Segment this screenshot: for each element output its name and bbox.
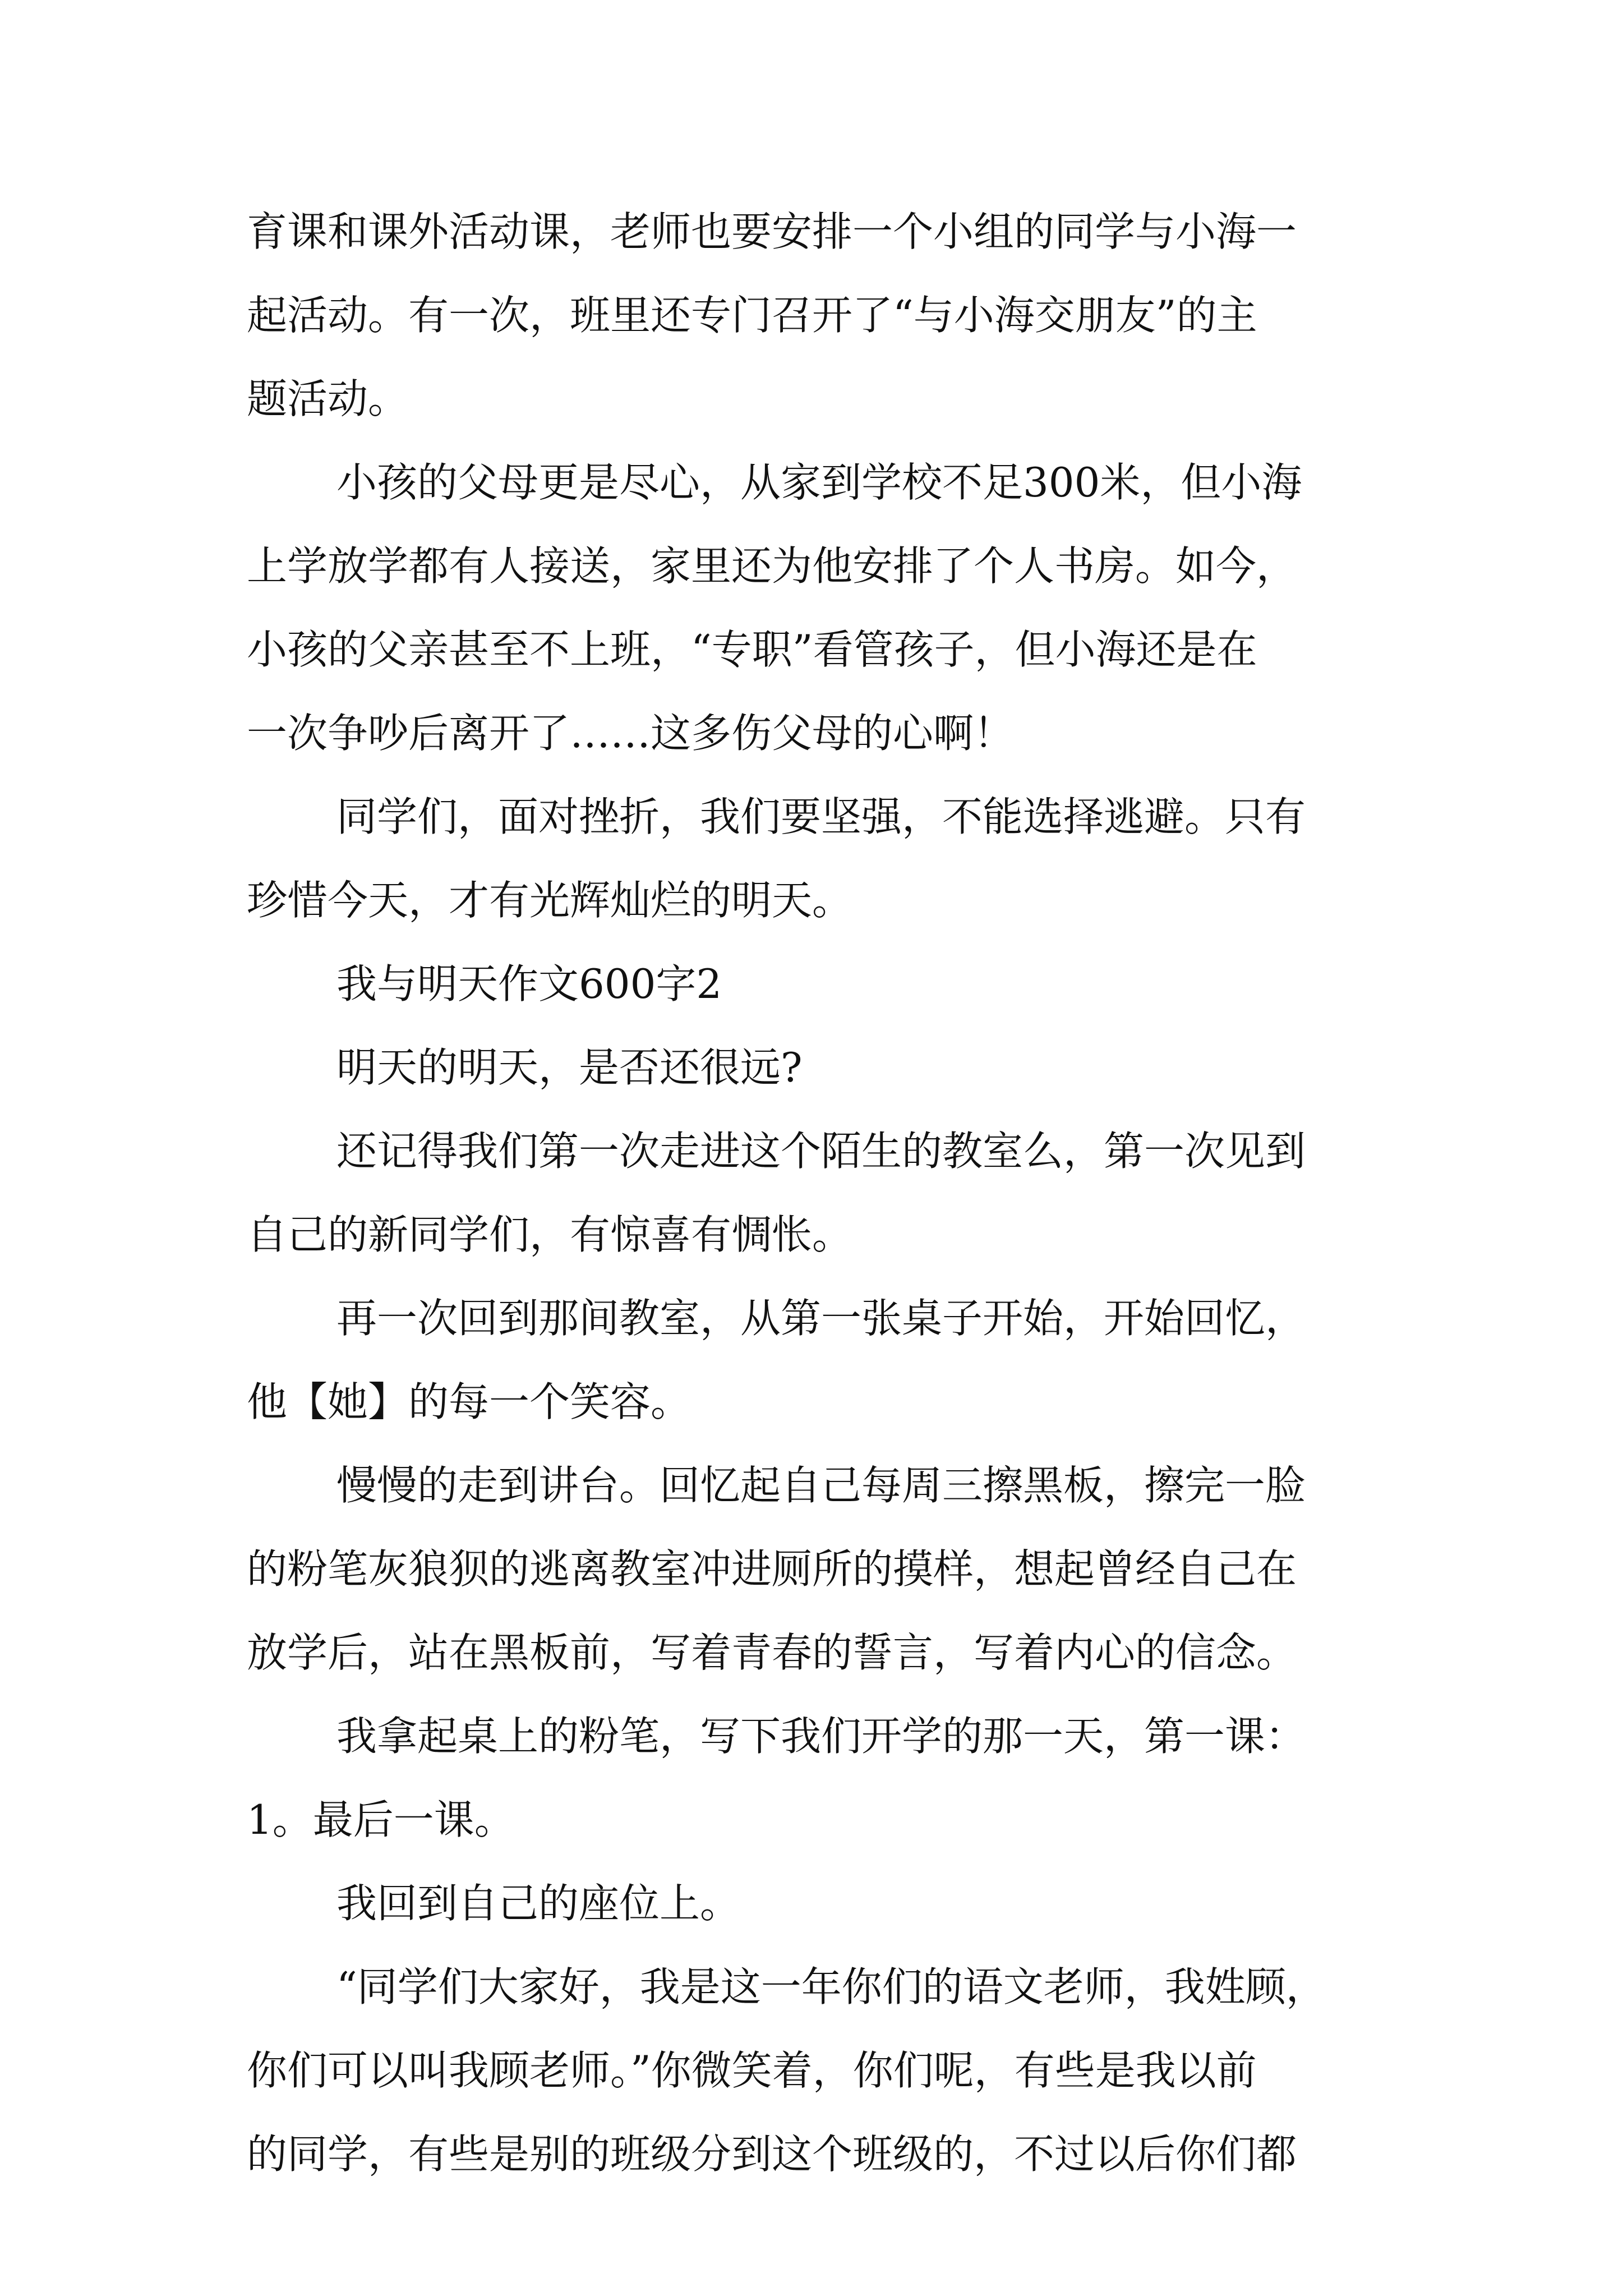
text-line: 我与明天作文600字2: [336, 960, 722, 1007]
text-line: 我回到自己的座位上。: [336, 1880, 741, 1927]
text-line: 的粉笔灰狼狈的逃离教室冲进厕所的摸样，想起曾经自己在: [247, 1545, 1297, 1593]
text-line: 一次争吵后离开了……这多伤父母的心啊！: [247, 710, 1015, 757]
text-line: “同学们大家好，我是这一年你们的语文老师，我姓顾，: [336, 1963, 1326, 2010]
text-line: 你们可以叫我顾老师。”你微笑着，你们呢，有些是我以前: [247, 2047, 1257, 2094]
text-line: 育课和课外活动课，老师也要安排一个小组的同学与小海一: [247, 208, 1297, 255]
text-line: 还记得我们第一次走进这个陌生的教室么，第一次见到: [336, 1128, 1306, 1175]
text-line: 的同学，有些是别的班级分到这个班级的，不过以后你们都: [247, 2131, 1297, 2178]
text-line: 他【她】的每一个笑容。: [247, 1378, 691, 1425]
text-line: 自己的新同学们，有惊喜有惆怅。: [247, 1211, 853, 1258]
text-line: 1。最后一课。: [247, 1796, 515, 1843]
text-line: 放学后，站在黑板前，写着青春的誓言，写着内心的信念。: [247, 1629, 1297, 1676]
text-line: 珍惜今天，才有光辉灿烂的明天。: [247, 877, 853, 924]
text-line: 再一次回到那间教室，从第一张桌子开始，开始回忆，: [336, 1295, 1306, 1342]
text-line: 小孩的父母更是尽心，从家到学校不足300米，但小海: [336, 459, 1302, 506]
text-line: 起活动。有一次，班里还专门召开了“与小海交朋友”的主: [247, 292, 1257, 339]
text-line: 上学放学都有人接送，家里还为他安排了个人书房。如今，: [247, 542, 1297, 590]
text-line: 慢慢的走到讲台。回忆起自己每周三擦黑板，擦完一脸: [336, 1462, 1306, 1509]
text-line: 题活动。: [247, 375, 409, 422]
text-line: 同学们，面对挫折，我们要坚强，不能选择逃避。只有: [336, 793, 1306, 840]
text-line: 我拿起桌上的粉笔，写下我们开学的那一天，第一课：: [336, 1713, 1306, 1760]
text-line: 明天的明天，是否还很远?: [336, 1044, 803, 1091]
text-line: 小孩的父亲甚至不上班，“专职”看管孩子，但小海还是在: [247, 626, 1257, 673]
